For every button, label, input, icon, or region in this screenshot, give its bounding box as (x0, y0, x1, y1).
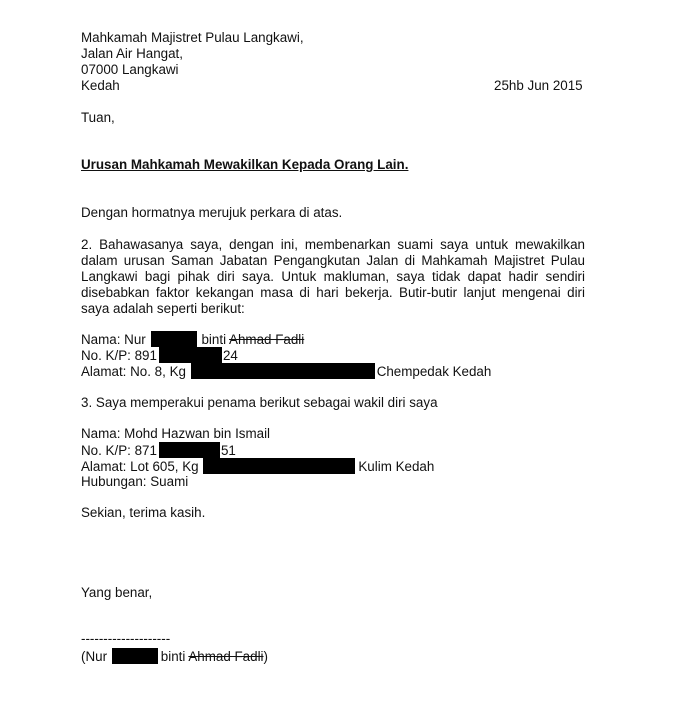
signature-middle: binti (160, 649, 186, 664)
applicant-address-prefix: Alamat: No. 8, Kg (81, 364, 186, 379)
representative-kp-prefix: No. K/P: 871 (81, 443, 157, 458)
applicant-kp-line (81, 347, 238, 364)
closing-line: Sekian, terima kasih. (81, 505, 206, 520)
representative-name-line: Nama: Mohd Hazwan bin Ismail (81, 426, 271, 441)
redaction-block (159, 347, 222, 363)
recipient-line-4: Kedah (81, 78, 120, 93)
applicant-name-middle: binti (201, 332, 227, 347)
salutation: Tuan, (81, 110, 115, 125)
representative-address-line (81, 458, 434, 475)
signature-name-line (81, 648, 268, 665)
recipient-line-1: Mahkamah Majistret Pulau Langkawi, (81, 30, 304, 45)
signature-struck: Ahmad Fadli (188, 649, 264, 664)
representative-address-suffix: Kulim Kedah (358, 459, 435, 474)
applicant-kp-suffix: 24 (222, 348, 238, 363)
subject-heading: Urusan Mahkamah Mewakilkan Kepada Orang Lain. (81, 157, 409, 172)
paragraph-2: 2. Bahawasanya saya, dengan ini, membenarkan suami saya untuk mewakilkan dalam urusan Saman Jabatan Pengangkutan Jalan di Mahkamah Majistret Pulau Langkawi bagi pihak diri saya. Untuk makluman, saya tidak dapat hadir sendiri disebabkan faktor kekangan masa di hari bekerja. Butir-butir lanjut mengenai diri saya adalah seperti berikut: (81, 237, 585, 316)
signature-close: ) (263, 649, 268, 664)
signoff-line: Yang benar, (81, 585, 153, 600)
redaction-block (159, 442, 220, 458)
applicant-name-prefix: Nama: Nur (81, 332, 146, 347)
redaction-block (203, 458, 355, 474)
signature-dash-line: -------------------- (81, 631, 171, 646)
applicant-name-line (81, 331, 304, 348)
redaction-block (112, 648, 158, 664)
applicant-address-line (81, 363, 491, 380)
signature-open: (Nur (81, 649, 108, 664)
applicant-kp-prefix: No. K/P: 891 (81, 348, 157, 363)
representative-kp-suffix: 51 (220, 443, 236, 458)
intro-paragraph: Dengan hormatnya merujuk perkara di atas. (81, 205, 343, 220)
redaction-block (151, 331, 197, 347)
redaction-block (191, 363, 375, 379)
paragraph-3: 3. Saya memperakui penama berikut sebagai wakil diri saya (81, 395, 438, 410)
applicant-address-suffix: Chempedak Kedah (376, 364, 492, 379)
representative-address-prefix: Alamat: Lot 605, Kg (81, 459, 199, 474)
representative-kp-line (81, 442, 236, 459)
recipient-line-2: Jalan Air Hangat, (81, 46, 183, 61)
applicant-name-struck: Ahmad Fadli (229, 332, 305, 347)
recipient-line-3: 07000 Langkawi (81, 62, 179, 77)
representative-relationship-line: Hubungan: Suami (81, 474, 189, 489)
letter-date: 25hb Jun 2015 (494, 78, 583, 93)
